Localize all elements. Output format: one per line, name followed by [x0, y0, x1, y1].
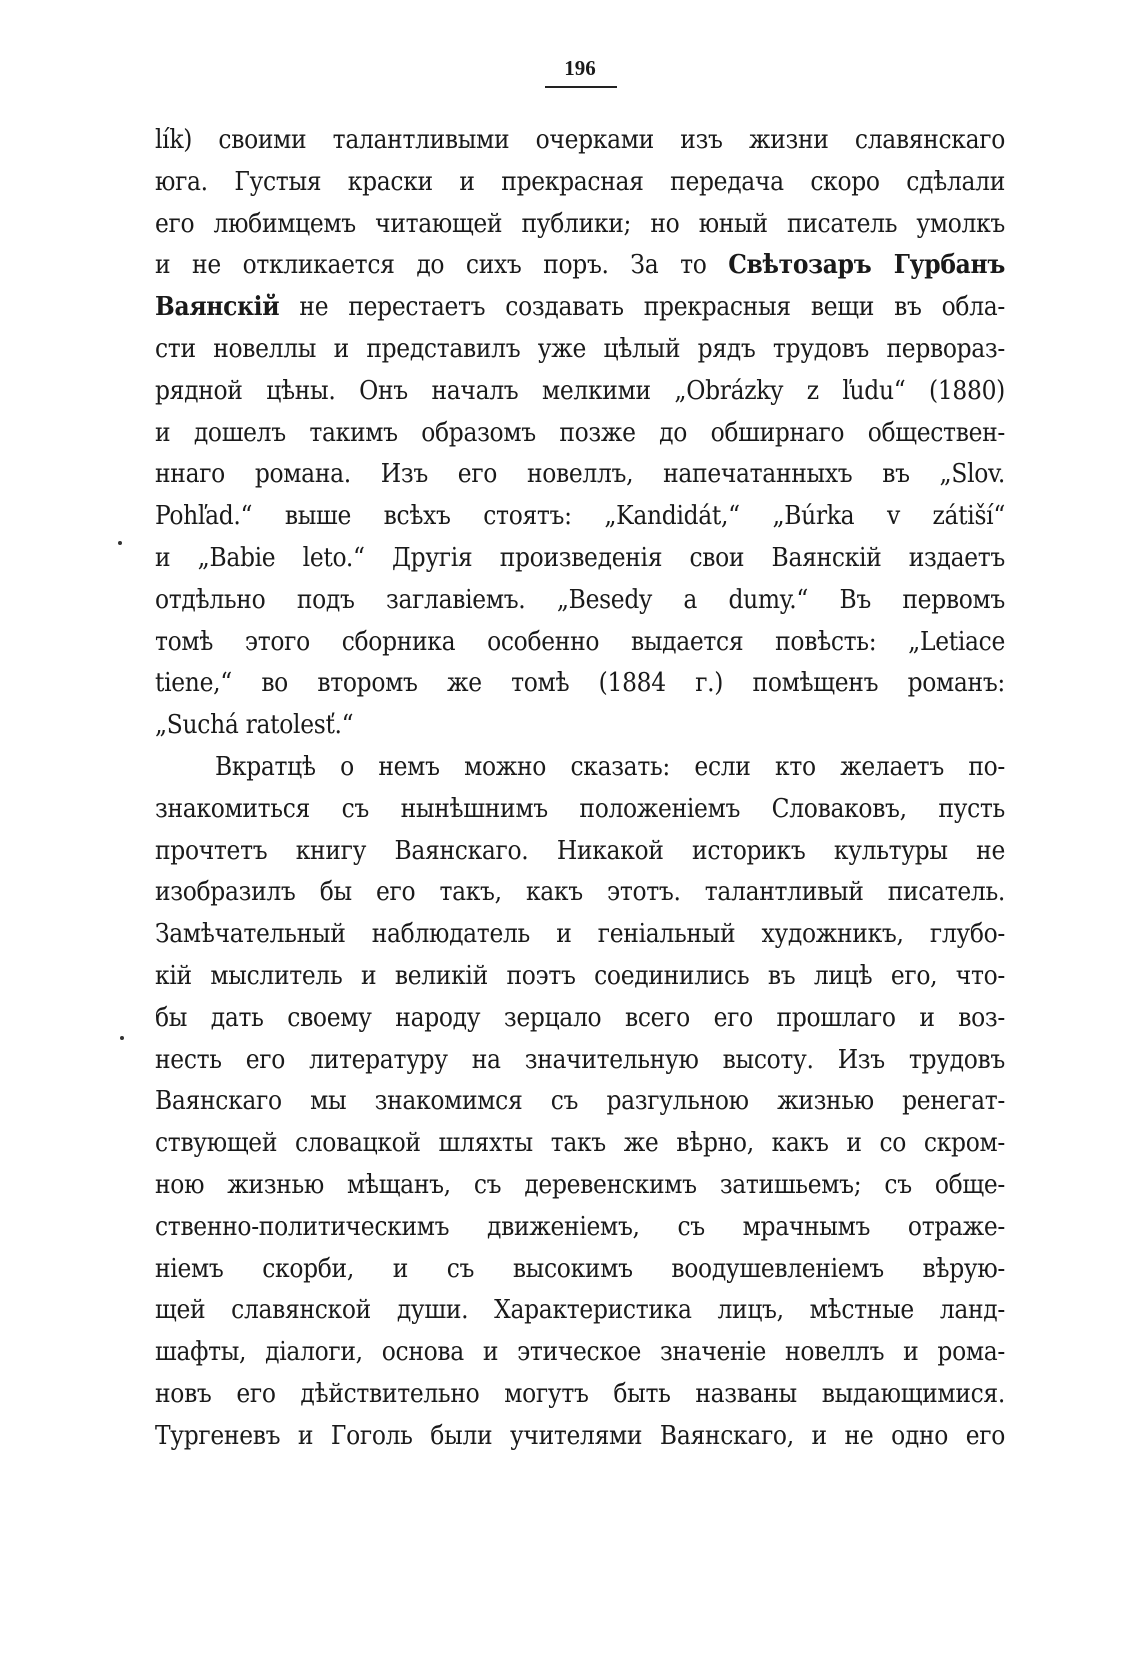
text-line [155, 1332, 1005, 1374]
text-line [155, 747, 1005, 789]
text-line [155, 1249, 1005, 1291]
text-segment: прочтетъ книгу Ваянскаго. Никакой историкъ культуры не [155, 835, 1005, 866]
text-line [155, 622, 1005, 664]
text-segment: щей славянской души. Характеристика лицъ, мѣстные ланд- [155, 1295, 1005, 1326]
text-line [155, 329, 1005, 371]
text-segment: ннаго романа. Изъ его новеллъ, напечатанныхъ въ „Slov. [155, 459, 1005, 490]
text-segment: и не откликается до сихъ поръ. За то [155, 250, 729, 281]
text-line [155, 1290, 1005, 1332]
text-segment: его любимцемъ читающей публики; но юный писатель умолкъ [155, 208, 1005, 239]
text-segment: Pohľad.“ выше всѣхъ стоятъ: „Kandidát,“ „Búrka v zátiší“ [155, 501, 1005, 532]
text-segment: Ваянскаго мы знакомимся съ разгульною жизнью ренегат- [155, 1086, 1005, 1117]
text-line [155, 454, 1005, 496]
text-segment: рядной цѣны. Онъ началъ мелкими „Obrázky z ľudu“ (1880) [155, 375, 1005, 406]
text-segment: ствующей словацкой шляхты такъ же вѣрно, какъ и со скром- [155, 1128, 1005, 1159]
text-line [155, 538, 1005, 580]
text-line [155, 371, 1005, 413]
text-line [155, 1081, 1005, 1123]
text-line [155, 580, 1005, 622]
text-segment: новъ его дѣйствительно могутъ быть названы выдающимися. [155, 1378, 1005, 1409]
margin-speck [118, 541, 122, 545]
text-segment: ственно-политическимъ движеніемъ, съ мрачнымъ отраже- [155, 1211, 1005, 1242]
text-segment: ною жизнью мѣщанъ, съ деревенскимъ затишьемъ; съ обще- [155, 1169, 1005, 1200]
text-line [155, 831, 1005, 873]
paragraph-2 [155, 747, 1005, 1458]
text-line [155, 413, 1005, 455]
text-segment: и „Babie leto.“ Другія произведенія свои Ваянскій издаетъ [155, 542, 1005, 573]
text-segment: изобразилъ бы его такъ, какъ этотъ. талантливый писатель. [155, 877, 1005, 908]
text-segment: lík) своими талантливыми очерками изъ жизни славянскаго [155, 125, 1005, 155]
text-line [155, 789, 1005, 831]
text-segment: „Suchá ratolesť.“ [155, 710, 354, 741]
text-segment: не перестаетъ создавать прекрасныя вещи въ обла- [279, 292, 1005, 323]
text-line [155, 1207, 1005, 1249]
text-segment: бы дать своему народу зерцало всего его прошлаго и воз- [155, 1002, 1005, 1033]
text-line [155, 872, 1005, 914]
text-segment: томѣ этого сборника особенно выдается повѣсть: „Letiace [155, 626, 1005, 657]
text-segment: tiene,“ во второмъ же томѣ (1884 г.) помѣщенъ романъ: [155, 668, 1005, 699]
text-line [155, 120, 1005, 162]
text-segment: ніемъ скорби, и съ высокимъ воодушевленіемъ вѣрую- [155, 1253, 1005, 1284]
text-line [155, 1123, 1005, 1165]
text-line [155, 496, 1005, 538]
text-line [155, 245, 1005, 287]
text-segment: Вкратцѣ о немъ можно сказать: если кто желаетъ по- [215, 751, 1005, 782]
page-number: 196 [564, 56, 596, 80]
text-segment: несть его литературу на значительную высоту. Изъ трудовъ [155, 1044, 1005, 1075]
text-line [155, 1416, 1005, 1458]
text-line [155, 956, 1005, 998]
margin-speck [120, 1036, 124, 1040]
text-segment: Тургеневъ и Гоголь были учителями Ваянскаго, и не одно его [155, 1420, 1005, 1451]
text-segment: Замѣчательный наблюдатель и геніальный художникъ, глубо- [155, 919, 1005, 950]
text-line [155, 1040, 1005, 1082]
bold-name-segment: Ваянскій [155, 292, 280, 323]
text-line [155, 914, 1005, 956]
text-line [155, 204, 1005, 246]
text-segment: знакомиться съ нынѣшнимъ положеніемъ Словаковъ, пусть [155, 793, 1005, 824]
paragraph-1 [155, 120, 1005, 747]
text-line [155, 705, 1005, 747]
text-line [155, 663, 1005, 705]
text-line [155, 1165, 1005, 1207]
text-line [155, 162, 1005, 204]
text-segment: кій мыслитель и великій поэтъ соединились въ лицѣ его, что- [155, 960, 1005, 991]
text-line [155, 1374, 1005, 1416]
text-segment: шафты, діалоги, основа и этическое значеніе новеллъ и рома- [155, 1337, 1005, 1368]
text-segment: юга. Густыя краски и прекрасная передача скоро сдѣлали [155, 166, 1005, 197]
body-text [155, 120, 1005, 1458]
text-segment: и дошелъ такимъ образомъ позже до обширнаго обществен- [155, 417, 1005, 448]
text-line [155, 998, 1005, 1040]
text-line [155, 287, 1005, 329]
bold-name-segment: Свѣтозаръ Гурбанъ [728, 250, 1005, 281]
text-segment: отдѣльно подъ заглавіемъ. „Besedy a dumy.“ Въ первомъ [155, 584, 1005, 615]
text-segment: сти новеллы и представилъ уже цѣлый рядъ трудовъ первораз- [155, 333, 1005, 364]
page-number-rule [545, 86, 617, 88]
